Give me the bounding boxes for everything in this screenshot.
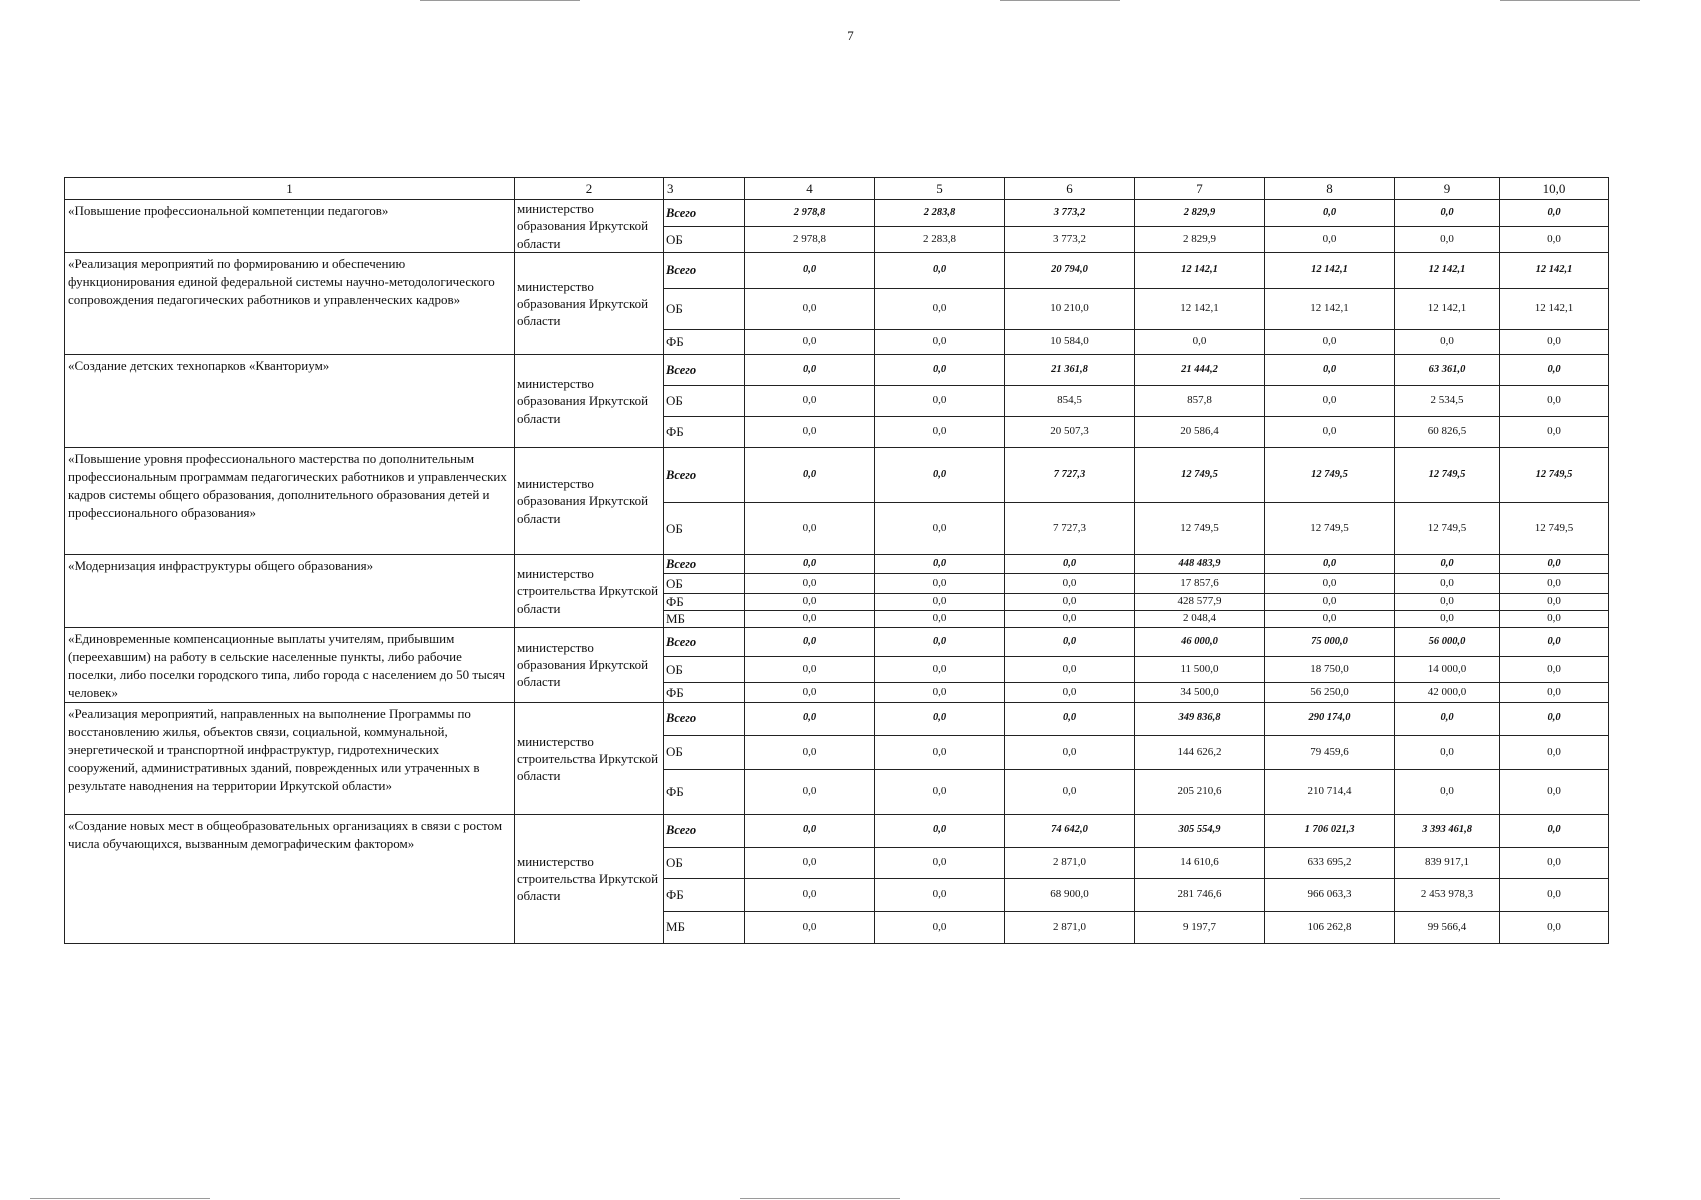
amount-cell: 56 250,0 bbox=[1265, 683, 1395, 703]
amount-cell: 2 048,4 bbox=[1135, 611, 1265, 628]
amount-cell: 0,0 bbox=[1395, 702, 1500, 735]
amount-cell: 290 174,0 bbox=[1265, 702, 1395, 735]
funding-source-cell: Всего bbox=[664, 253, 745, 289]
amount-cell: 0,0 bbox=[745, 628, 875, 657]
responsible-org-cell: министерство образования Иркутской области bbox=[515, 355, 664, 448]
table-row bbox=[65, 448, 1609, 503]
amount-cell: 0,0 bbox=[745, 417, 875, 448]
amount-cell: 0,0 bbox=[1005, 702, 1135, 735]
amount-cell: 2 978,8 bbox=[745, 227, 875, 253]
amount-cell: 7 727,3 bbox=[1005, 503, 1135, 555]
amount-cell: 0,0 bbox=[1265, 594, 1395, 611]
amount-cell: 12 749,5 bbox=[1500, 503, 1609, 555]
amount-cell: 0,0 bbox=[1005, 769, 1135, 814]
amount-cell: 11 500,0 bbox=[1135, 657, 1265, 683]
scan-edge-line-top bbox=[1500, 0, 1640, 1]
amount-cell: 12 142,1 bbox=[1265, 289, 1395, 330]
amount-cell: 12 142,1 bbox=[1135, 289, 1265, 330]
funding-source-cell: ОБ bbox=[664, 735, 745, 769]
amount-cell: 10 584,0 bbox=[1005, 330, 1135, 355]
amount-cell: 0,0 bbox=[745, 330, 875, 355]
amount-cell: 12 142,1 bbox=[1500, 253, 1609, 289]
budget-table bbox=[64, 177, 1609, 944]
header-cell: 10,0 bbox=[1500, 178, 1609, 200]
amount-cell: 0,0 bbox=[1500, 878, 1609, 911]
amount-cell: 3 773,2 bbox=[1005, 200, 1135, 227]
amount-cell: 0,0 bbox=[1265, 386, 1395, 417]
funding-source-cell: ОБ bbox=[664, 289, 745, 330]
amount-cell: 839 917,1 bbox=[1395, 847, 1500, 878]
funding-source-cell: ОБ bbox=[664, 657, 745, 683]
amount-cell: 0,0 bbox=[875, 878, 1005, 911]
amount-cell: 0,0 bbox=[745, 555, 875, 574]
amount-cell: 0,0 bbox=[1005, 657, 1135, 683]
amount-cell: 0,0 bbox=[745, 911, 875, 943]
amount-cell: 0,0 bbox=[1500, 769, 1609, 814]
table-row bbox=[65, 355, 1609, 386]
amount-cell: 0,0 bbox=[875, 814, 1005, 847]
measure-name-cell: «Создание детских технопарков «Кванториум» bbox=[65, 355, 515, 448]
amount-cell: 12 749,5 bbox=[1500, 448, 1609, 503]
funding-source-cell: ОБ bbox=[664, 503, 745, 555]
amount-cell: 428 577,9 bbox=[1135, 594, 1265, 611]
amount-cell: 1 706 021,3 bbox=[1265, 814, 1395, 847]
amount-cell: 0,0 bbox=[875, 594, 1005, 611]
amount-cell: 3 393 461,8 bbox=[1395, 814, 1500, 847]
amount-cell: 0,0 bbox=[1500, 847, 1609, 878]
column-number-row bbox=[65, 178, 1609, 200]
amount-cell: 0,0 bbox=[1395, 555, 1500, 574]
amount-cell: 0,0 bbox=[1500, 735, 1609, 769]
amount-cell: 0,0 bbox=[875, 702, 1005, 735]
funding-source-cell: ОБ bbox=[664, 227, 745, 253]
scan-edge-line-top bbox=[420, 0, 580, 1]
amount-cell: 60 826,5 bbox=[1395, 417, 1500, 448]
header-cell: 1 bbox=[65, 178, 515, 200]
header-cell: 7 bbox=[1135, 178, 1265, 200]
amount-cell: 12 749,5 bbox=[1135, 448, 1265, 503]
amount-cell: 0,0 bbox=[875, 628, 1005, 657]
funding-source-cell: Всего bbox=[664, 628, 745, 657]
amount-cell: 0,0 bbox=[745, 289, 875, 330]
amount-cell: 0,0 bbox=[875, 289, 1005, 330]
amount-cell: 2 871,0 bbox=[1005, 911, 1135, 943]
amount-cell: 144 626,2 bbox=[1135, 735, 1265, 769]
amount-cell: 34 500,0 bbox=[1135, 683, 1265, 703]
funding-source-cell: ОБ bbox=[664, 574, 745, 594]
amount-cell: 0,0 bbox=[1500, 628, 1609, 657]
amount-cell: 0,0 bbox=[1265, 611, 1395, 628]
amount-cell: 20 507,3 bbox=[1005, 417, 1135, 448]
responsible-org-cell: министерство образования Иркутской области bbox=[515, 628, 664, 703]
amount-cell: 281 746,6 bbox=[1135, 878, 1265, 911]
funding-source-cell: ОБ bbox=[664, 386, 745, 417]
amount-cell: 0,0 bbox=[875, 769, 1005, 814]
amount-cell: 46 000,0 bbox=[1135, 628, 1265, 657]
amount-cell: 0,0 bbox=[1500, 417, 1609, 448]
amount-cell: 0,0 bbox=[745, 702, 875, 735]
amount-cell: 349 836,8 bbox=[1135, 702, 1265, 735]
amount-cell: 42 000,0 bbox=[1395, 683, 1500, 703]
amount-cell: 99 566,4 bbox=[1395, 911, 1500, 943]
amount-cell: 0,0 bbox=[1500, 355, 1609, 386]
amount-cell: 21 444,2 bbox=[1135, 355, 1265, 386]
amount-cell: 0,0 bbox=[1500, 611, 1609, 628]
amount-cell: 0,0 bbox=[875, 417, 1005, 448]
measure-name-cell: «Повышение уровня профессионального мастерства по дополнительным профессиональным программам педагогических работников и управленческих кадров системы общего образования, дополнительного образования детей и профессионального образования» bbox=[65, 448, 515, 555]
amount-cell: 0,0 bbox=[1395, 227, 1500, 253]
amount-cell: 0,0 bbox=[1395, 330, 1500, 355]
amount-cell: 0,0 bbox=[875, 555, 1005, 574]
amount-cell: 12 142,1 bbox=[1500, 289, 1609, 330]
amount-cell: 3 773,2 bbox=[1005, 227, 1135, 253]
amount-cell: 210 714,4 bbox=[1265, 769, 1395, 814]
responsible-org-cell: министерство строительства Иркутской области bbox=[515, 555, 664, 628]
amount-cell: 2 283,8 bbox=[875, 227, 1005, 253]
table-row bbox=[65, 253, 1609, 289]
table-body bbox=[65, 178, 1609, 944]
measure-name-cell: «Создание новых мест в общеобразовательных организациях в связи с ростом числа обучающихся, вызванным демографическим фактором» bbox=[65, 814, 515, 943]
amount-cell: 12 142,1 bbox=[1395, 289, 1500, 330]
amount-cell: 0,0 bbox=[1005, 594, 1135, 611]
amount-cell: 0,0 bbox=[1005, 555, 1135, 574]
amount-cell: 0,0 bbox=[1265, 574, 1395, 594]
funding-source-cell: ФБ bbox=[664, 878, 745, 911]
amount-cell: 106 262,8 bbox=[1265, 911, 1395, 943]
amount-cell: 0,0 bbox=[1500, 386, 1609, 417]
funding-source-cell: ФБ bbox=[664, 330, 745, 355]
amount-cell: 0,0 bbox=[745, 574, 875, 594]
amount-cell: 0,0 bbox=[1500, 594, 1609, 611]
amount-cell: 2 871,0 bbox=[1005, 847, 1135, 878]
amount-cell: 0,0 bbox=[1500, 702, 1609, 735]
amount-cell: 205 210,6 bbox=[1135, 769, 1265, 814]
amount-cell: 0,0 bbox=[1500, 200, 1609, 227]
amount-cell: 63 361,0 bbox=[1395, 355, 1500, 386]
amount-cell: 0,0 bbox=[1500, 574, 1609, 594]
amount-cell: 2 829,9 bbox=[1135, 200, 1265, 227]
amount-cell: 0,0 bbox=[875, 386, 1005, 417]
funding-source-cell: Всего bbox=[664, 814, 745, 847]
amount-cell: 12 749,5 bbox=[1395, 503, 1500, 555]
amount-cell: 12 749,5 bbox=[1395, 448, 1500, 503]
amount-cell: 0,0 bbox=[745, 878, 875, 911]
amount-cell: 305 554,9 bbox=[1135, 814, 1265, 847]
amount-cell: 18 750,0 bbox=[1265, 657, 1395, 683]
measure-name-cell: «Модернизация инфраструктуры общего образования» bbox=[65, 555, 515, 628]
amount-cell: 0,0 bbox=[1395, 594, 1500, 611]
amount-cell: 448 483,9 bbox=[1135, 555, 1265, 574]
amount-cell: 0,0 bbox=[875, 574, 1005, 594]
responsible-org-cell: министерство строительства Иркутской области bbox=[515, 814, 664, 943]
table-row bbox=[65, 200, 1609, 227]
amount-cell: 0,0 bbox=[745, 769, 875, 814]
amount-cell: 0,0 bbox=[1005, 683, 1135, 703]
amount-cell: 0,0 bbox=[1500, 683, 1609, 703]
amount-cell: 0,0 bbox=[1265, 227, 1395, 253]
amount-cell: 0,0 bbox=[1265, 555, 1395, 574]
amount-cell: 0,0 bbox=[1265, 330, 1395, 355]
budget-table-container bbox=[64, 177, 1608, 944]
amount-cell: 0,0 bbox=[1500, 657, 1609, 683]
responsible-org-cell: министерство строительства Иркутской области bbox=[515, 702, 664, 814]
amount-cell: 2 283,8 bbox=[875, 200, 1005, 227]
amount-cell: 0,0 bbox=[745, 448, 875, 503]
header-cell: 6 bbox=[1005, 178, 1135, 200]
page-number: 7 bbox=[847, 28, 854, 43]
amount-cell: 0,0 bbox=[875, 847, 1005, 878]
responsible-org-cell: министерство образования Иркутской области bbox=[515, 253, 664, 355]
amount-cell: 0,0 bbox=[1395, 611, 1500, 628]
amount-cell: 857,8 bbox=[1135, 386, 1265, 417]
funding-source-cell: ОБ bbox=[664, 847, 745, 878]
responsible-org-cell: министерство образования Иркутской области bbox=[515, 448, 664, 555]
amount-cell: 0,0 bbox=[745, 386, 875, 417]
amount-cell: 0,0 bbox=[1265, 355, 1395, 386]
header-cell: 8 bbox=[1265, 178, 1395, 200]
amount-cell: 0,0 bbox=[875, 611, 1005, 628]
scan-edge-line-bottom bbox=[30, 1198, 210, 1199]
amount-cell: 0,0 bbox=[1005, 611, 1135, 628]
amount-cell: 0,0 bbox=[875, 253, 1005, 289]
amount-cell: 0,0 bbox=[745, 355, 875, 386]
header-cell: 3 bbox=[664, 178, 745, 200]
measure-name-cell: «Единовременные компенсационные выплаты учителям, прибывшим (переехавшим) на работу в сельские населенные пункты, либо рабочие поселки, либо поселки городского типа, либо города с населением до 50 тысяч человек» bbox=[65, 628, 515, 703]
amount-cell: 0,0 bbox=[875, 911, 1005, 943]
amount-cell: 68 900,0 bbox=[1005, 878, 1135, 911]
funding-source-cell: Всего bbox=[664, 702, 745, 735]
amount-cell: 75 000,0 bbox=[1265, 628, 1395, 657]
amount-cell: 0,0 bbox=[875, 355, 1005, 386]
amount-cell: 79 459,6 bbox=[1265, 735, 1395, 769]
amount-cell: 0,0 bbox=[1265, 200, 1395, 227]
scan-edge-line-bottom bbox=[740, 1198, 900, 1199]
amount-cell: 0,0 bbox=[875, 735, 1005, 769]
amount-cell: 0,0 bbox=[1500, 555, 1609, 574]
amount-cell: 0,0 bbox=[745, 611, 875, 628]
header-cell: 4 bbox=[745, 178, 875, 200]
amount-cell: 0,0 bbox=[875, 448, 1005, 503]
amount-cell: 0,0 bbox=[1135, 330, 1265, 355]
amount-cell: 2 978,8 bbox=[745, 200, 875, 227]
table-row bbox=[65, 702, 1609, 735]
amount-cell: 21 361,8 bbox=[1005, 355, 1135, 386]
amount-cell: 0,0 bbox=[1500, 911, 1609, 943]
amount-cell: 0,0 bbox=[875, 503, 1005, 555]
amount-cell: 0,0 bbox=[745, 503, 875, 555]
amount-cell: 966 063,3 bbox=[1265, 878, 1395, 911]
amount-cell: 9 197,7 bbox=[1135, 911, 1265, 943]
amount-cell: 12 749,5 bbox=[1135, 503, 1265, 555]
amount-cell: 0,0 bbox=[1005, 628, 1135, 657]
amount-cell: 56 000,0 bbox=[1395, 628, 1500, 657]
amount-cell: 0,0 bbox=[1395, 200, 1500, 227]
amount-cell: 2 534,5 bbox=[1395, 386, 1500, 417]
funding-source-cell: ФБ bbox=[664, 417, 745, 448]
amount-cell: 0,0 bbox=[745, 657, 875, 683]
amount-cell: 0,0 bbox=[1005, 574, 1135, 594]
header-cell: 5 bbox=[875, 178, 1005, 200]
responsible-org-cell: министерство образования Иркутской области bbox=[515, 200, 664, 253]
amount-cell: 0,0 bbox=[745, 683, 875, 703]
amount-cell: 0,0 bbox=[1500, 227, 1609, 253]
amount-cell: 2 829,9 bbox=[1135, 227, 1265, 253]
measure-name-cell: «Реализация мероприятий по формированию и обеспечению функционирования единой федеральной системы научно-методологического сопровождения педагогических работников и управленческих кадров» bbox=[65, 253, 515, 355]
funding-source-cell: МБ bbox=[664, 911, 745, 943]
funding-source-cell: ФБ bbox=[664, 594, 745, 611]
table-row bbox=[65, 814, 1609, 847]
amount-cell: 0,0 bbox=[875, 657, 1005, 683]
amount-cell: 0,0 bbox=[1500, 330, 1609, 355]
funding-source-cell: Всего bbox=[664, 448, 745, 503]
amount-cell: 12 142,1 bbox=[1135, 253, 1265, 289]
amount-cell: 20 794,0 bbox=[1005, 253, 1135, 289]
table-row bbox=[65, 628, 1609, 657]
amount-cell: 74 642,0 bbox=[1005, 814, 1135, 847]
funding-source-cell: Всего bbox=[664, 555, 745, 574]
amount-cell: 20 586,4 bbox=[1135, 417, 1265, 448]
amount-cell: 14 610,6 bbox=[1135, 847, 1265, 878]
funding-source-cell: ФБ bbox=[664, 683, 745, 703]
amount-cell: 14 000,0 bbox=[1395, 657, 1500, 683]
amount-cell: 2 453 978,3 bbox=[1395, 878, 1500, 911]
amount-cell: 0,0 bbox=[1395, 574, 1500, 594]
header-cell: 9 bbox=[1395, 178, 1500, 200]
amount-cell: 0,0 bbox=[745, 253, 875, 289]
amount-cell: 0,0 bbox=[745, 847, 875, 878]
scan-edge-line-top bbox=[1000, 0, 1120, 1]
amount-cell: 0,0 bbox=[745, 594, 875, 611]
table-row bbox=[65, 555, 1609, 574]
amount-cell: 12 749,5 bbox=[1265, 448, 1395, 503]
amount-cell: 0,0 bbox=[875, 683, 1005, 703]
amount-cell: 0,0 bbox=[875, 330, 1005, 355]
amount-cell: 0,0 bbox=[1500, 814, 1609, 847]
amount-cell: 12 142,1 bbox=[1395, 253, 1500, 289]
amount-cell: 0,0 bbox=[1265, 417, 1395, 448]
funding-source-cell: Всего bbox=[664, 355, 745, 386]
amount-cell: 0,0 bbox=[1395, 735, 1500, 769]
amount-cell: 854,5 bbox=[1005, 386, 1135, 417]
measure-name-cell: «Повышение профессиональной компетенции педагогов» bbox=[65, 200, 515, 253]
measure-name-cell: «Реализация мероприятий, направленных на выполнение Программы по восстановлению жилья, объектов связи, социальной, коммунальной, энергетической и транспортной инфраструктур, гидротехнических сооружений, административных зданий, поврежденных или утраченных в результате наводнения на территории Иркутской области» bbox=[65, 702, 515, 814]
amount-cell: 12 749,5 bbox=[1265, 503, 1395, 555]
amount-cell: 633 695,2 bbox=[1265, 847, 1395, 878]
scan-edge-line-bottom bbox=[1300, 1198, 1500, 1199]
amount-cell: 7 727,3 bbox=[1005, 448, 1135, 503]
funding-source-cell: Всего bbox=[664, 200, 745, 227]
amount-cell: 10 210,0 bbox=[1005, 289, 1135, 330]
amount-cell: 0,0 bbox=[745, 814, 875, 847]
amount-cell: 0,0 bbox=[1005, 735, 1135, 769]
funding-source-cell: ФБ bbox=[664, 769, 745, 814]
header-cell: 2 bbox=[515, 178, 664, 200]
amount-cell: 0,0 bbox=[745, 735, 875, 769]
funding-source-cell: МБ bbox=[664, 611, 745, 628]
amount-cell: 12 142,1 bbox=[1265, 253, 1395, 289]
amount-cell: 0,0 bbox=[1395, 769, 1500, 814]
amount-cell: 17 857,6 bbox=[1135, 574, 1265, 594]
